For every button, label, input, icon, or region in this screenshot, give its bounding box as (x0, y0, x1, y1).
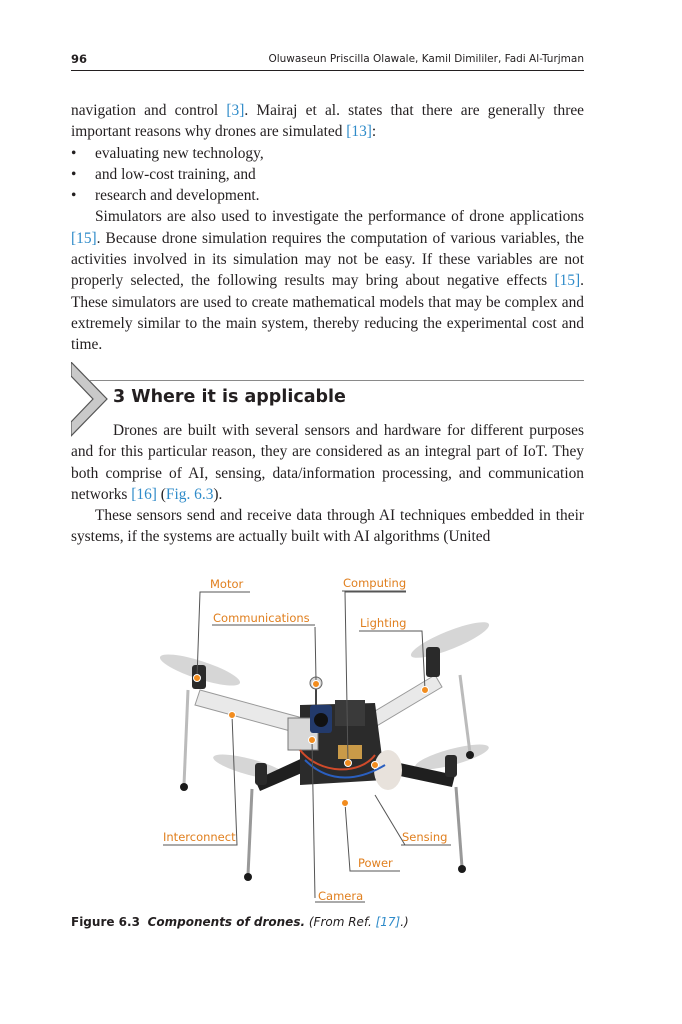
citation-link[interactable]: [15] (554, 272, 581, 290)
citation-link[interactable]: [13] (346, 123, 372, 141)
citation-link[interactable]: [15] (71, 229, 97, 247)
running-header (71, 52, 584, 71)
body-block-1 (71, 100, 584, 356)
bullet-item: • and low-cost training, and (71, 165, 256, 183)
paragraph-simulators: Simulators are also used to investigate the performance of drone applications [15]. Because drone simulation requires the computation of various variables, the activities involved in its simulation may not be easy. If these variables are not properly selected, the following results may bring about negative effects [15]. These simulators are used to create mathematical models that may be complex and extremely similar to the main system, thereby reducing the experimental cost and time. (71, 208, 584, 354)
drone-illustration (160, 575, 496, 910)
body-block-2 (71, 420, 584, 548)
label-lighting: Lighting (360, 616, 407, 630)
drone-figure (160, 575, 496, 910)
citation-link[interactable]: [16] (131, 485, 157, 503)
bullet-item: • evaluating new technology, (71, 144, 264, 162)
bullet-item: • research and development. (71, 187, 260, 205)
label-communications: Communications (213, 611, 310, 625)
running-header-authors: Oluwaseun Priscilla Olawale, Kamil Dimililer, Fadi Al-Turjman (268, 53, 584, 65)
label-power: Power (358, 856, 393, 870)
citation-link[interactable]: [17] (375, 915, 401, 929)
paragraph-sensors: These sensors send and receive data through AI techniques embedded in their systems, if the systems are actually built with AI algorithms (United (71, 507, 584, 546)
citation-link[interactable]: [3] (226, 102, 245, 119)
page-number: 96 (71, 52, 88, 66)
section-title: 3 Where it is applicable (113, 387, 346, 407)
label-computing: Computing (343, 576, 407, 590)
section-rule (90, 380, 584, 381)
figure-link[interactable]: Fig. 6.3 (165, 485, 214, 503)
paragraph-navigation: navigation and control [3]. Mairaj et al. states that there are generally three important reasons why drones are simulated [13]: (71, 102, 584, 141)
label-interconnect: Interconnect (163, 830, 236, 844)
label-camera: Camera (318, 889, 364, 903)
label-motor: Motor (210, 577, 244, 591)
label-sensing: Sensing (402, 830, 448, 844)
paragraph-drones-built: Drones are built with several sensors and hardware for different purposes and for this particular reason, they are considered as an integral part of IoT. They both comprise of AI, sensing, data/information processing, and communication networks [16] (Fig. 6.3). (71, 422, 584, 503)
figure-caption: Figure 6.3 Components of drones. (From Ref. [17].) (71, 915, 409, 929)
